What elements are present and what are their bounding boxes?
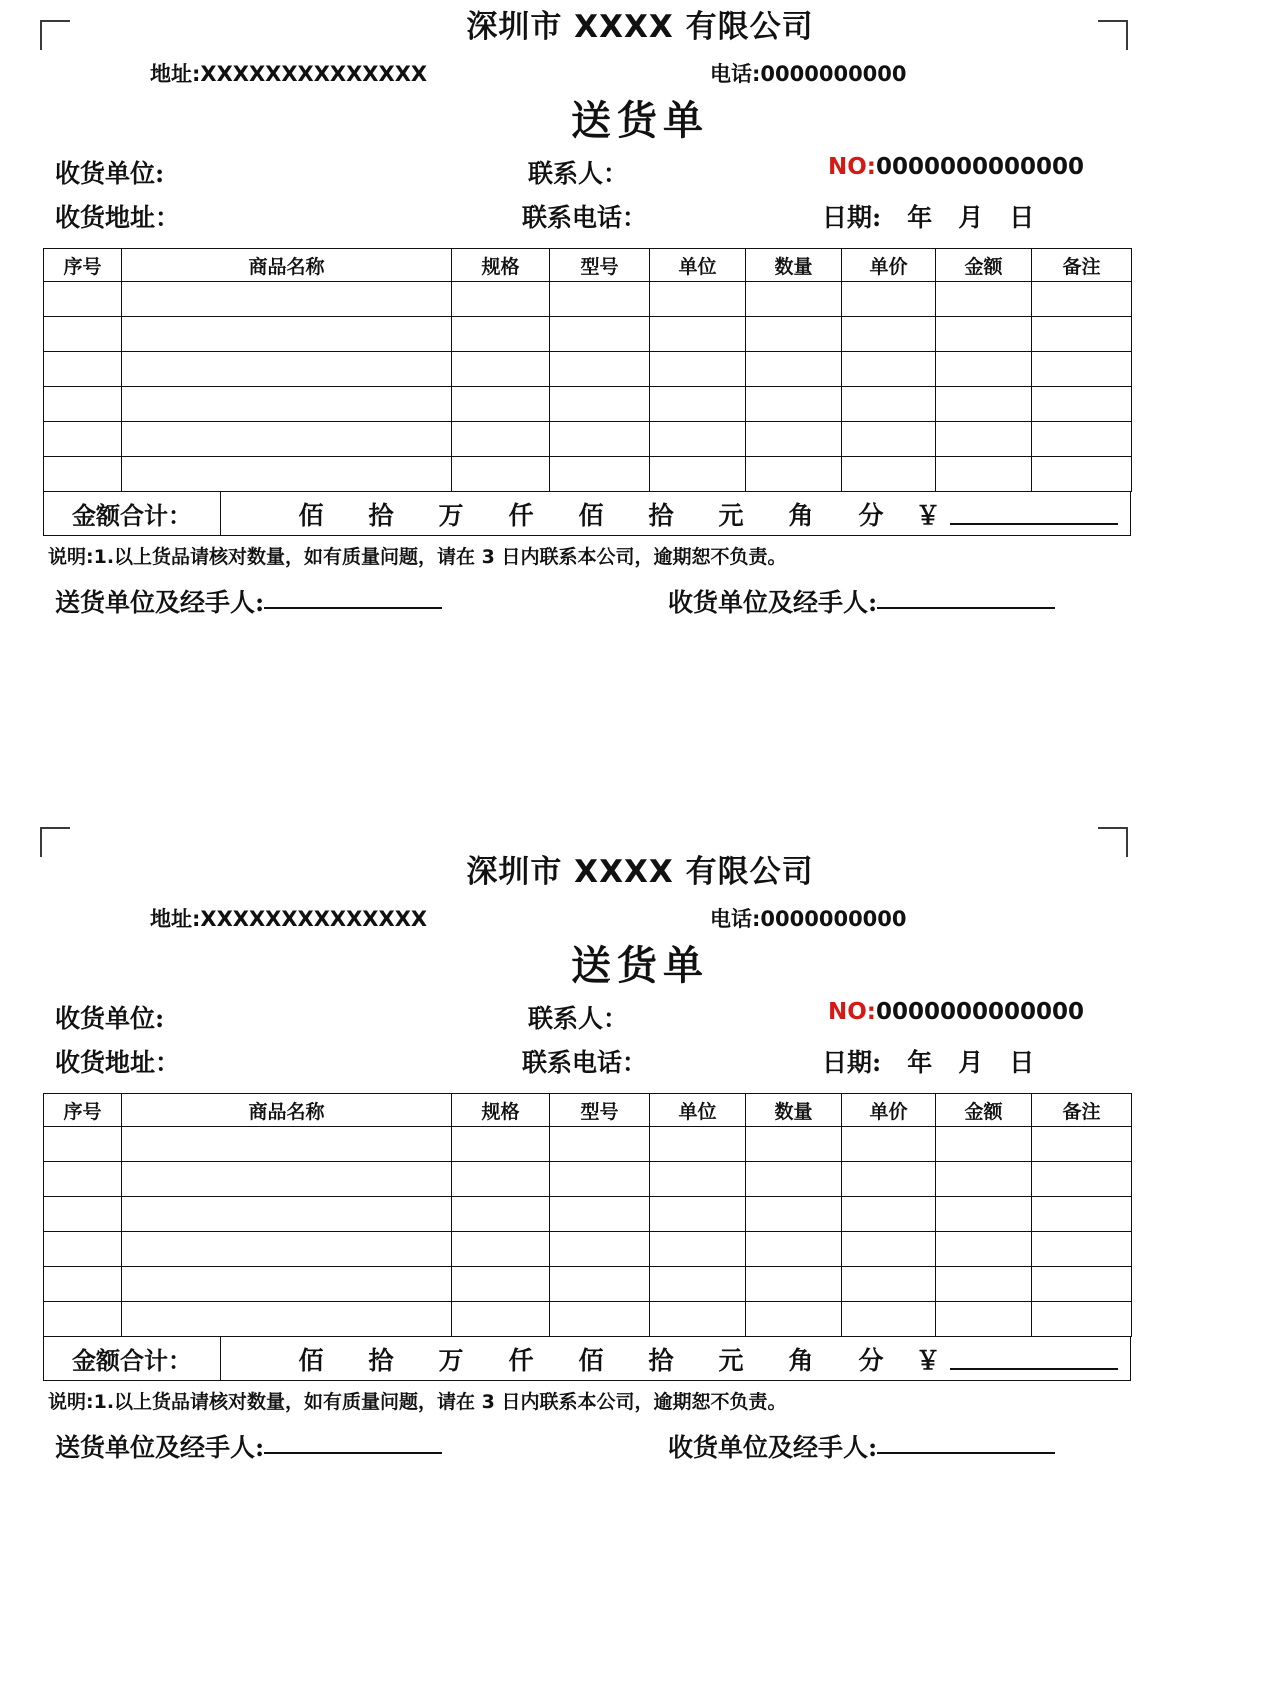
sender-signature	[55, 583, 442, 619]
sender-signature-line	[264, 1451, 442, 1454]
items-table	[43, 248, 1132, 492]
order-number	[828, 999, 1084, 1025]
table-cell[interactable]	[452, 422, 550, 457]
table-cell[interactable]	[44, 1267, 122, 1302]
table-cell[interactable]	[452, 387, 550, 422]
table-cell[interactable]	[936, 282, 1032, 317]
sender-signature-line	[264, 606, 442, 609]
table-cell[interactable]	[1032, 387, 1132, 422]
table-cell[interactable]	[44, 387, 122, 422]
amount-digit-place: 佰	[298, 500, 324, 530]
table-cell[interactable]	[842, 1302, 936, 1337]
company-phone: 电话:0000000000	[710, 62, 907, 87]
sender-signature-label: 送货单位及经手人:	[55, 1433, 265, 1463]
receiver-signature-label: 收货单位及经手人:	[668, 588, 878, 618]
table-cell[interactable]	[44, 1127, 122, 1162]
table-cell[interactable]	[550, 1232, 650, 1267]
disclaimer-note: 说明:1.以上货品请核对数量，如有质量问题，请在 3 日内联系本公司，逾期恕不负责。	[48, 546, 787, 569]
company-address: 地址:XXXXXXXXXXXXXX	[150, 907, 428, 932]
date-label: 日期:	[822, 203, 882, 233]
table-cell[interactable]	[1032, 422, 1132, 457]
table-cell[interactable]	[650, 422, 746, 457]
table-cell[interactable]	[842, 317, 936, 352]
table-cell[interactable]	[746, 352, 842, 387]
date-day: 日	[1009, 1048, 1035, 1078]
table-cell[interactable]	[746, 282, 842, 317]
table-cell[interactable]	[452, 317, 550, 352]
crop-mark-top-left	[40, 20, 70, 50]
table-cell[interactable]	[746, 1197, 842, 1232]
items-header-cell: 序号	[44, 1094, 122, 1127]
amount-digit-places	[220, 1337, 1130, 1380]
receiver-address-label: 收货地址：	[55, 203, 181, 233]
date-year: 年	[907, 203, 933, 233]
items-table-body	[44, 1127, 1132, 1337]
table-cell[interactable]	[44, 1232, 122, 1267]
table-cell[interactable]	[550, 1302, 650, 1337]
table-cell[interactable]	[550, 352, 650, 387]
table-cell[interactable]	[842, 457, 936, 492]
table-row[interactable]	[44, 1267, 1132, 1302]
items-header-cell: 单价	[842, 249, 936, 282]
amount-write-in-line[interactable]	[950, 503, 1118, 525]
table-cell[interactable]	[746, 422, 842, 457]
table-cell[interactable]	[746, 457, 842, 492]
table-cell[interactable]	[746, 317, 842, 352]
disclaimer-note: 说明:1.以上货品请核对数量，如有质量问题，请在 3 日内联系本公司，逾期恕不负责。	[48, 1391, 787, 1414]
table-cell[interactable]	[122, 282, 452, 317]
table-cell[interactable]	[842, 1162, 936, 1197]
table-cell[interactable]	[452, 457, 550, 492]
table-cell[interactable]	[550, 1197, 650, 1232]
table-cell[interactable]	[452, 1267, 550, 1302]
field-row-2	[0, 1043, 1280, 1087]
company-contact-row	[0, 58, 1280, 96]
table-cell[interactable]	[1032, 457, 1132, 492]
amount-digit-place: 元	[718, 500, 744, 530]
table-cell[interactable]	[44, 282, 122, 317]
table-cell[interactable]	[650, 1162, 746, 1197]
contact-person-label: 联系人：	[528, 159, 629, 189]
table-cell[interactable]	[550, 282, 650, 317]
table-cell[interactable]	[1032, 1162, 1132, 1197]
table-cell[interactable]	[1032, 282, 1132, 317]
amount-total-row	[43, 492, 1131, 536]
contact-phone-label: 联系电话：	[522, 203, 648, 233]
items-header-cell: 单位	[650, 1094, 746, 1127]
amount-digit-place: 分	[858, 500, 884, 530]
contact-phone-label: 联系电话：	[522, 1048, 648, 1078]
table-cell[interactable]	[452, 1127, 550, 1162]
field-row-2	[0, 198, 1280, 242]
table-row[interactable]	[44, 1302, 1132, 1337]
sender-signature-label: 送货单位及经手人:	[55, 588, 265, 618]
receiver-address-label: 收货地址：	[55, 1048, 181, 1078]
table-cell[interactable]	[122, 422, 452, 457]
table-cell[interactable]	[44, 457, 122, 492]
delivery-note-copy-2	[0, 827, 1280, 1476]
table-row[interactable]	[44, 1162, 1132, 1197]
table-cell[interactable]	[44, 317, 122, 352]
amount-digit-places	[220, 492, 1130, 535]
items-header-cell: 备注	[1032, 249, 1132, 282]
table-cell[interactable]	[1032, 1267, 1132, 1302]
table-cell[interactable]	[550, 1127, 650, 1162]
items-header-cell: 数量	[746, 249, 842, 282]
table-cell[interactable]	[1032, 1232, 1132, 1267]
table-cell[interactable]	[550, 422, 650, 457]
table-cell[interactable]	[936, 1197, 1032, 1232]
amount-write-in-line[interactable]	[950, 1348, 1118, 1370]
table-cell[interactable]	[746, 1232, 842, 1267]
table-cell[interactable]	[122, 317, 452, 352]
table-cell[interactable]	[936, 387, 1032, 422]
table-row[interactable]	[44, 352, 1132, 387]
table-row[interactable]	[44, 1232, 1132, 1267]
table-cell[interactable]	[842, 1127, 936, 1162]
date-month: 月	[958, 1048, 984, 1078]
amount-digit-place: 万	[438, 500, 464, 530]
table-cell[interactable]	[842, 1232, 936, 1267]
date-field	[822, 198, 1034, 234]
crop-mark-top-right	[1098, 20, 1128, 50]
amount-digit-place: 角	[788, 500, 814, 530]
table-cell[interactable]	[122, 1232, 452, 1267]
date-month: 月	[958, 203, 984, 233]
table-cell[interactable]	[842, 352, 936, 387]
table-cell[interactable]	[650, 1197, 746, 1232]
amount-digit-place: 拾	[648, 1345, 674, 1375]
table-cell[interactable]	[452, 1162, 550, 1197]
currency-symbol: ￥	[915, 1345, 941, 1375]
amount-digit-place: 分	[858, 1345, 884, 1375]
sender-signature	[55, 1428, 442, 1464]
amount-digit-place: 仟	[508, 500, 534, 530]
table-cell[interactable]	[550, 1267, 650, 1302]
table-cell[interactable]	[936, 457, 1032, 492]
signature-row	[0, 1428, 1280, 1476]
table-cell[interactable]	[650, 317, 746, 352]
items-table-head	[44, 249, 1132, 282]
amount-digit-place: 元	[718, 1345, 744, 1375]
signature-row	[0, 583, 1280, 631]
table-row[interactable]	[44, 317, 1132, 352]
table-row[interactable]	[44, 387, 1132, 422]
table-cell[interactable]	[936, 1127, 1032, 1162]
table-cell[interactable]	[746, 387, 842, 422]
table-cell[interactable]	[936, 352, 1032, 387]
company-phone: 电话:0000000000	[710, 907, 907, 932]
table-cell[interactable]	[650, 457, 746, 492]
table-cell[interactable]	[1032, 1302, 1132, 1337]
order-number	[828, 154, 1084, 180]
items-header-cell: 单价	[842, 1094, 936, 1127]
company-name: 深圳市 XXXX 有限公司	[466, 854, 814, 890]
table-cell[interactable]	[44, 422, 122, 457]
table-cell[interactable]	[842, 1267, 936, 1302]
table-cell[interactable]	[550, 457, 650, 492]
table-cell[interactable]	[1032, 317, 1132, 352]
amount-digit-place: 佰	[298, 1345, 324, 1375]
table-cell[interactable]	[650, 1232, 746, 1267]
contact-person-label: 联系人：	[528, 1004, 629, 1034]
items-table	[43, 1093, 1132, 1337]
amount-digit-place: 万	[438, 1345, 464, 1375]
table-cell[interactable]	[452, 1197, 550, 1232]
table-cell[interactable]	[122, 1302, 452, 1337]
table-cell[interactable]	[452, 1302, 550, 1337]
receiver-signature-label: 收货单位及经手人:	[668, 1433, 878, 1463]
field-row-1	[0, 999, 1280, 1043]
order-number-value: 0000000000000	[876, 154, 1085, 181]
items-header-cell: 规格	[452, 1094, 550, 1127]
table-cell[interactable]	[452, 282, 550, 317]
order-number-label: NO:	[828, 154, 876, 181]
receiver-signature-line	[877, 606, 1055, 609]
table-cell[interactable]	[44, 1302, 122, 1337]
table-cell[interactable]	[122, 352, 452, 387]
company-name: 深圳市 XXXX 有限公司	[466, 9, 814, 45]
date-year: 年	[907, 1048, 933, 1078]
amount-digit-place: 佰	[578, 1345, 604, 1375]
items-header-row	[44, 1094, 1132, 1127]
table-cell[interactable]	[550, 1162, 650, 1197]
table-cell[interactable]	[842, 282, 936, 317]
table-cell[interactable]	[842, 422, 936, 457]
table-cell[interactable]	[746, 1127, 842, 1162]
table-cell[interactable]	[936, 317, 1032, 352]
table-row[interactable]	[44, 457, 1132, 492]
items-header-cell: 型号	[550, 1094, 650, 1127]
amount-digit-place: 角	[788, 1345, 814, 1375]
table-cell[interactable]	[1032, 1127, 1132, 1162]
page-title: 送货单	[571, 942, 709, 990]
table-row[interactable]	[44, 282, 1132, 317]
table-cell[interactable]	[936, 1302, 1032, 1337]
table-cell[interactable]	[650, 1302, 746, 1337]
table-row[interactable]	[44, 422, 1132, 457]
currency-symbol: ￥	[915, 500, 941, 530]
items-header-cell: 规格	[452, 249, 550, 282]
crop-mark-top-left	[40, 827, 70, 857]
date-label: 日期:	[822, 1048, 882, 1078]
table-cell[interactable]	[1032, 1197, 1132, 1232]
table-cell[interactable]	[1032, 352, 1132, 387]
items-header-cell: 单位	[650, 249, 746, 282]
table-cell[interactable]	[44, 1162, 122, 1197]
amount-digit-place: 拾	[368, 1345, 394, 1375]
table-cell[interactable]	[550, 317, 650, 352]
table-cell[interactable]	[650, 352, 746, 387]
amount-digit-place: 拾	[368, 500, 394, 530]
items-header-cell: 备注	[1032, 1094, 1132, 1127]
amount-digit-place: 佰	[578, 500, 604, 530]
receiver-signature	[668, 1428, 1055, 1464]
company-contact-row	[0, 903, 1280, 941]
items-table-head	[44, 1094, 1132, 1127]
date-field	[822, 1043, 1034, 1079]
items-header-cell: 数量	[746, 1094, 842, 1127]
items-header-row	[44, 249, 1132, 282]
amount-total-row	[43, 1337, 1131, 1381]
delivery-note-copy-1	[0, 10, 1280, 631]
table-cell[interactable]	[44, 352, 122, 387]
receiver-signature-line	[877, 1451, 1055, 1454]
table-cell[interactable]	[936, 422, 1032, 457]
table-cell[interactable]	[122, 1197, 452, 1232]
table-cell[interactable]	[746, 1162, 842, 1197]
table-cell[interactable]	[122, 1162, 452, 1197]
page-title: 送货单	[571, 97, 709, 145]
date-day: 日	[1009, 203, 1035, 233]
amount-total-label: 金额合计：	[44, 492, 221, 535]
table-row[interactable]	[44, 1127, 1132, 1162]
table-cell[interactable]	[650, 1267, 746, 1302]
order-number-label: NO:	[828, 999, 876, 1026]
receiver-signature	[668, 583, 1055, 619]
items-header-cell: 商品名称	[122, 1094, 452, 1127]
table-cell[interactable]	[122, 1127, 452, 1162]
amount-digit-place: 仟	[508, 1345, 534, 1375]
items-header-cell: 商品名称	[122, 249, 452, 282]
table-row[interactable]	[44, 1197, 1132, 1232]
table-cell[interactable]	[122, 457, 452, 492]
table-cell[interactable]	[936, 1267, 1032, 1302]
table-cell[interactable]	[550, 387, 650, 422]
table-cell[interactable]	[842, 1197, 936, 1232]
amount-total-label: 金额合计：	[44, 1337, 221, 1380]
items-header-cell: 金额	[936, 1094, 1032, 1127]
order-number-value: 0000000000000	[876, 999, 1085, 1026]
table-cell[interactable]	[842, 387, 936, 422]
field-row-1	[0, 154, 1280, 198]
amount-digit-place: 拾	[648, 500, 674, 530]
table-cell[interactable]	[122, 387, 452, 422]
items-header-cell: 序号	[44, 249, 122, 282]
receiver-unit-label: 收货单位:	[55, 159, 165, 189]
table-cell[interactable]	[452, 352, 550, 387]
table-cell[interactable]	[746, 1302, 842, 1337]
table-cell[interactable]	[936, 1162, 1032, 1197]
company-address: 地址:XXXXXXXXXXXXXX	[150, 62, 428, 87]
items-table-body	[44, 282, 1132, 492]
crop-mark-top-right	[1098, 827, 1128, 857]
items-header-cell: 型号	[550, 249, 650, 282]
table-cell[interactable]	[122, 1267, 452, 1302]
table-cell[interactable]	[936, 1232, 1032, 1267]
receiver-unit-label: 收货单位:	[55, 1004, 165, 1034]
items-header-cell: 金额	[936, 249, 1032, 282]
table-cell[interactable]	[650, 387, 746, 422]
table-cell[interactable]	[650, 282, 746, 317]
table-cell[interactable]	[650, 1127, 746, 1162]
table-cell[interactable]	[452, 1232, 550, 1267]
table-cell[interactable]	[44, 1197, 122, 1232]
table-cell[interactable]	[746, 1267, 842, 1302]
